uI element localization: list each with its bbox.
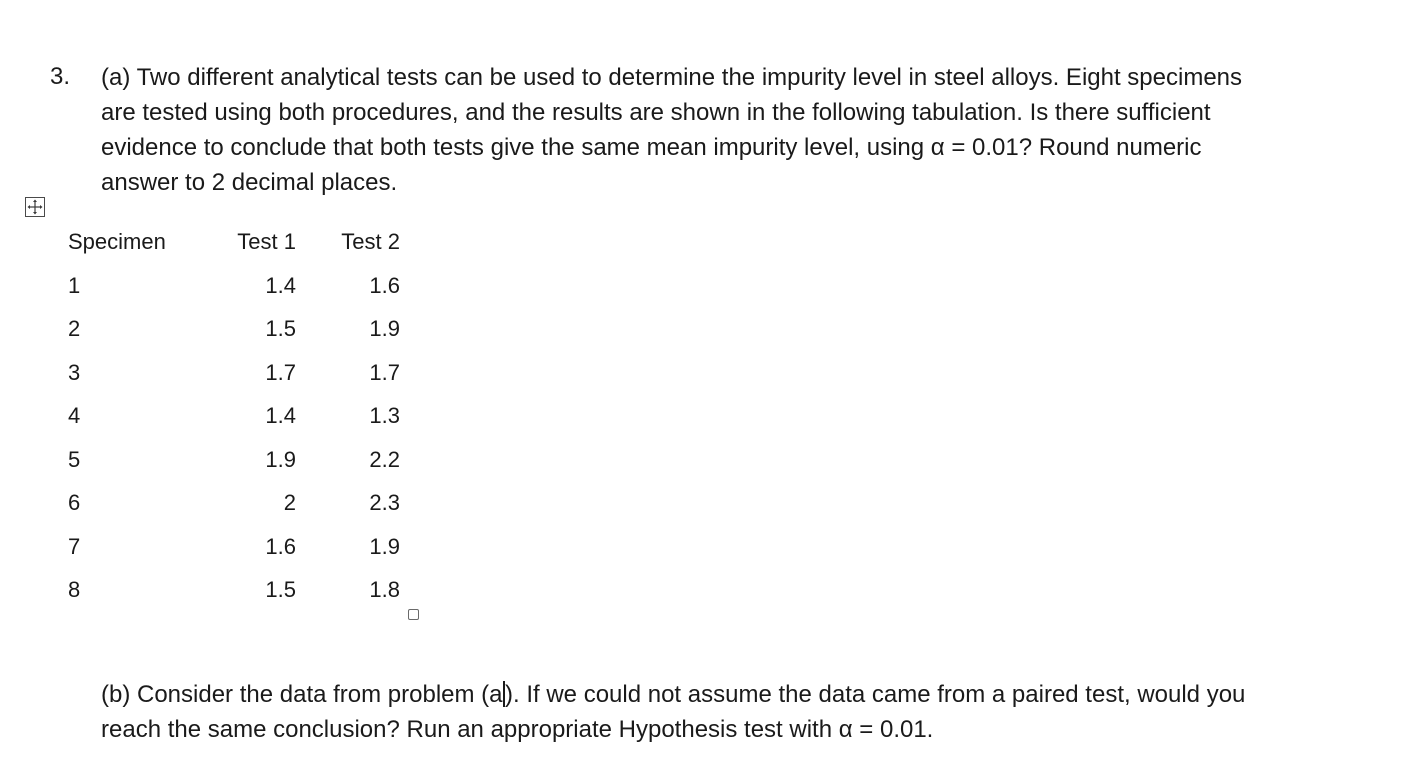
cell-specimen: 4: [68, 403, 81, 429]
cell-test-1: 1.4: [265, 272, 296, 298]
cell-test-2: 1.7: [369, 359, 400, 385]
table-row: [60, 264, 400, 308]
cell-test-1: 1.4: [265, 403, 296, 429]
table-row: [60, 351, 400, 395]
cell-test-2: 2.2: [369, 446, 400, 472]
part-a-line: (a) Two different analytical tests can be used to determine the impurity level in steel alloys. Eight specimens: [101, 64, 1243, 91]
question-part-a: [101, 60, 1242, 200]
table-row: [60, 525, 400, 569]
cell-test-1: 1.6: [265, 533, 296, 559]
table-row: [60, 395, 400, 439]
cell-test-2: 2.3: [369, 490, 400, 516]
header-test-1: Test 1: [237, 229, 296, 254]
table-row: [60, 438, 400, 482]
table-move-icon[interactable]: [25, 197, 45, 217]
part-b-line-1: [101, 677, 1245, 712]
cell-test-2: 1.9: [369, 316, 400, 342]
part-b-line-2: reach the same conclusion? Run an appropriate Hypothesis test with α = 0.01.: [101, 716, 934, 743]
header-test-2: Test 2: [341, 229, 400, 254]
cell-specimen: 3: [68, 359, 81, 385]
cell-specimen: 2: [68, 316, 81, 342]
part-a-line: answer to 2 decimal places.: [101, 169, 398, 196]
part-a-line: evidence to conclude that both tests give the same mean impurity level, using α = 0.01? Round numeric: [101, 134, 1202, 161]
cell-specimen: 8: [68, 577, 81, 603]
cell-specimen: 6: [68, 490, 81, 516]
table-row: [60, 569, 400, 613]
cell-test-1: 2: [283, 490, 296, 516]
table-header-row: [60, 220, 400, 264]
cell-test-1: 1.9: [265, 446, 296, 472]
part-b-text-after-cursor: ). If we could not assume the data came from a paired test, would you: [505, 681, 1246, 708]
cell-test-1: 1.5: [265, 577, 296, 603]
part-b-text-before-cursor: (b) Consider the data from problem (a: [101, 681, 503, 708]
cell-test-2: 1.6: [369, 272, 400, 298]
cell-specimen: 1: [68, 272, 81, 298]
cell-test-1: 1.7: [265, 359, 296, 385]
cell-test-2: 1.9: [369, 533, 400, 559]
specimen-table: [60, 220, 400, 612]
cell-specimen: 7: [68, 533, 81, 559]
cell-test-2: 1.3: [369, 403, 400, 429]
cell-test-1: 1.5: [265, 316, 296, 342]
question-part-b: [101, 677, 1245, 747]
table-resize-icon[interactable]: [408, 609, 419, 620]
question-number: 3.: [50, 63, 71, 90]
part-a-line: are tested using both procedures, and the results are shown in the following tabulation. Is there sufficient: [101, 99, 1211, 126]
table-row: [60, 482, 400, 526]
table-row: [60, 308, 400, 352]
header-specimen: Specimen: [68, 229, 166, 254]
cell-specimen: 5: [68, 446, 81, 472]
cell-test-2: 1.8: [369, 577, 400, 603]
